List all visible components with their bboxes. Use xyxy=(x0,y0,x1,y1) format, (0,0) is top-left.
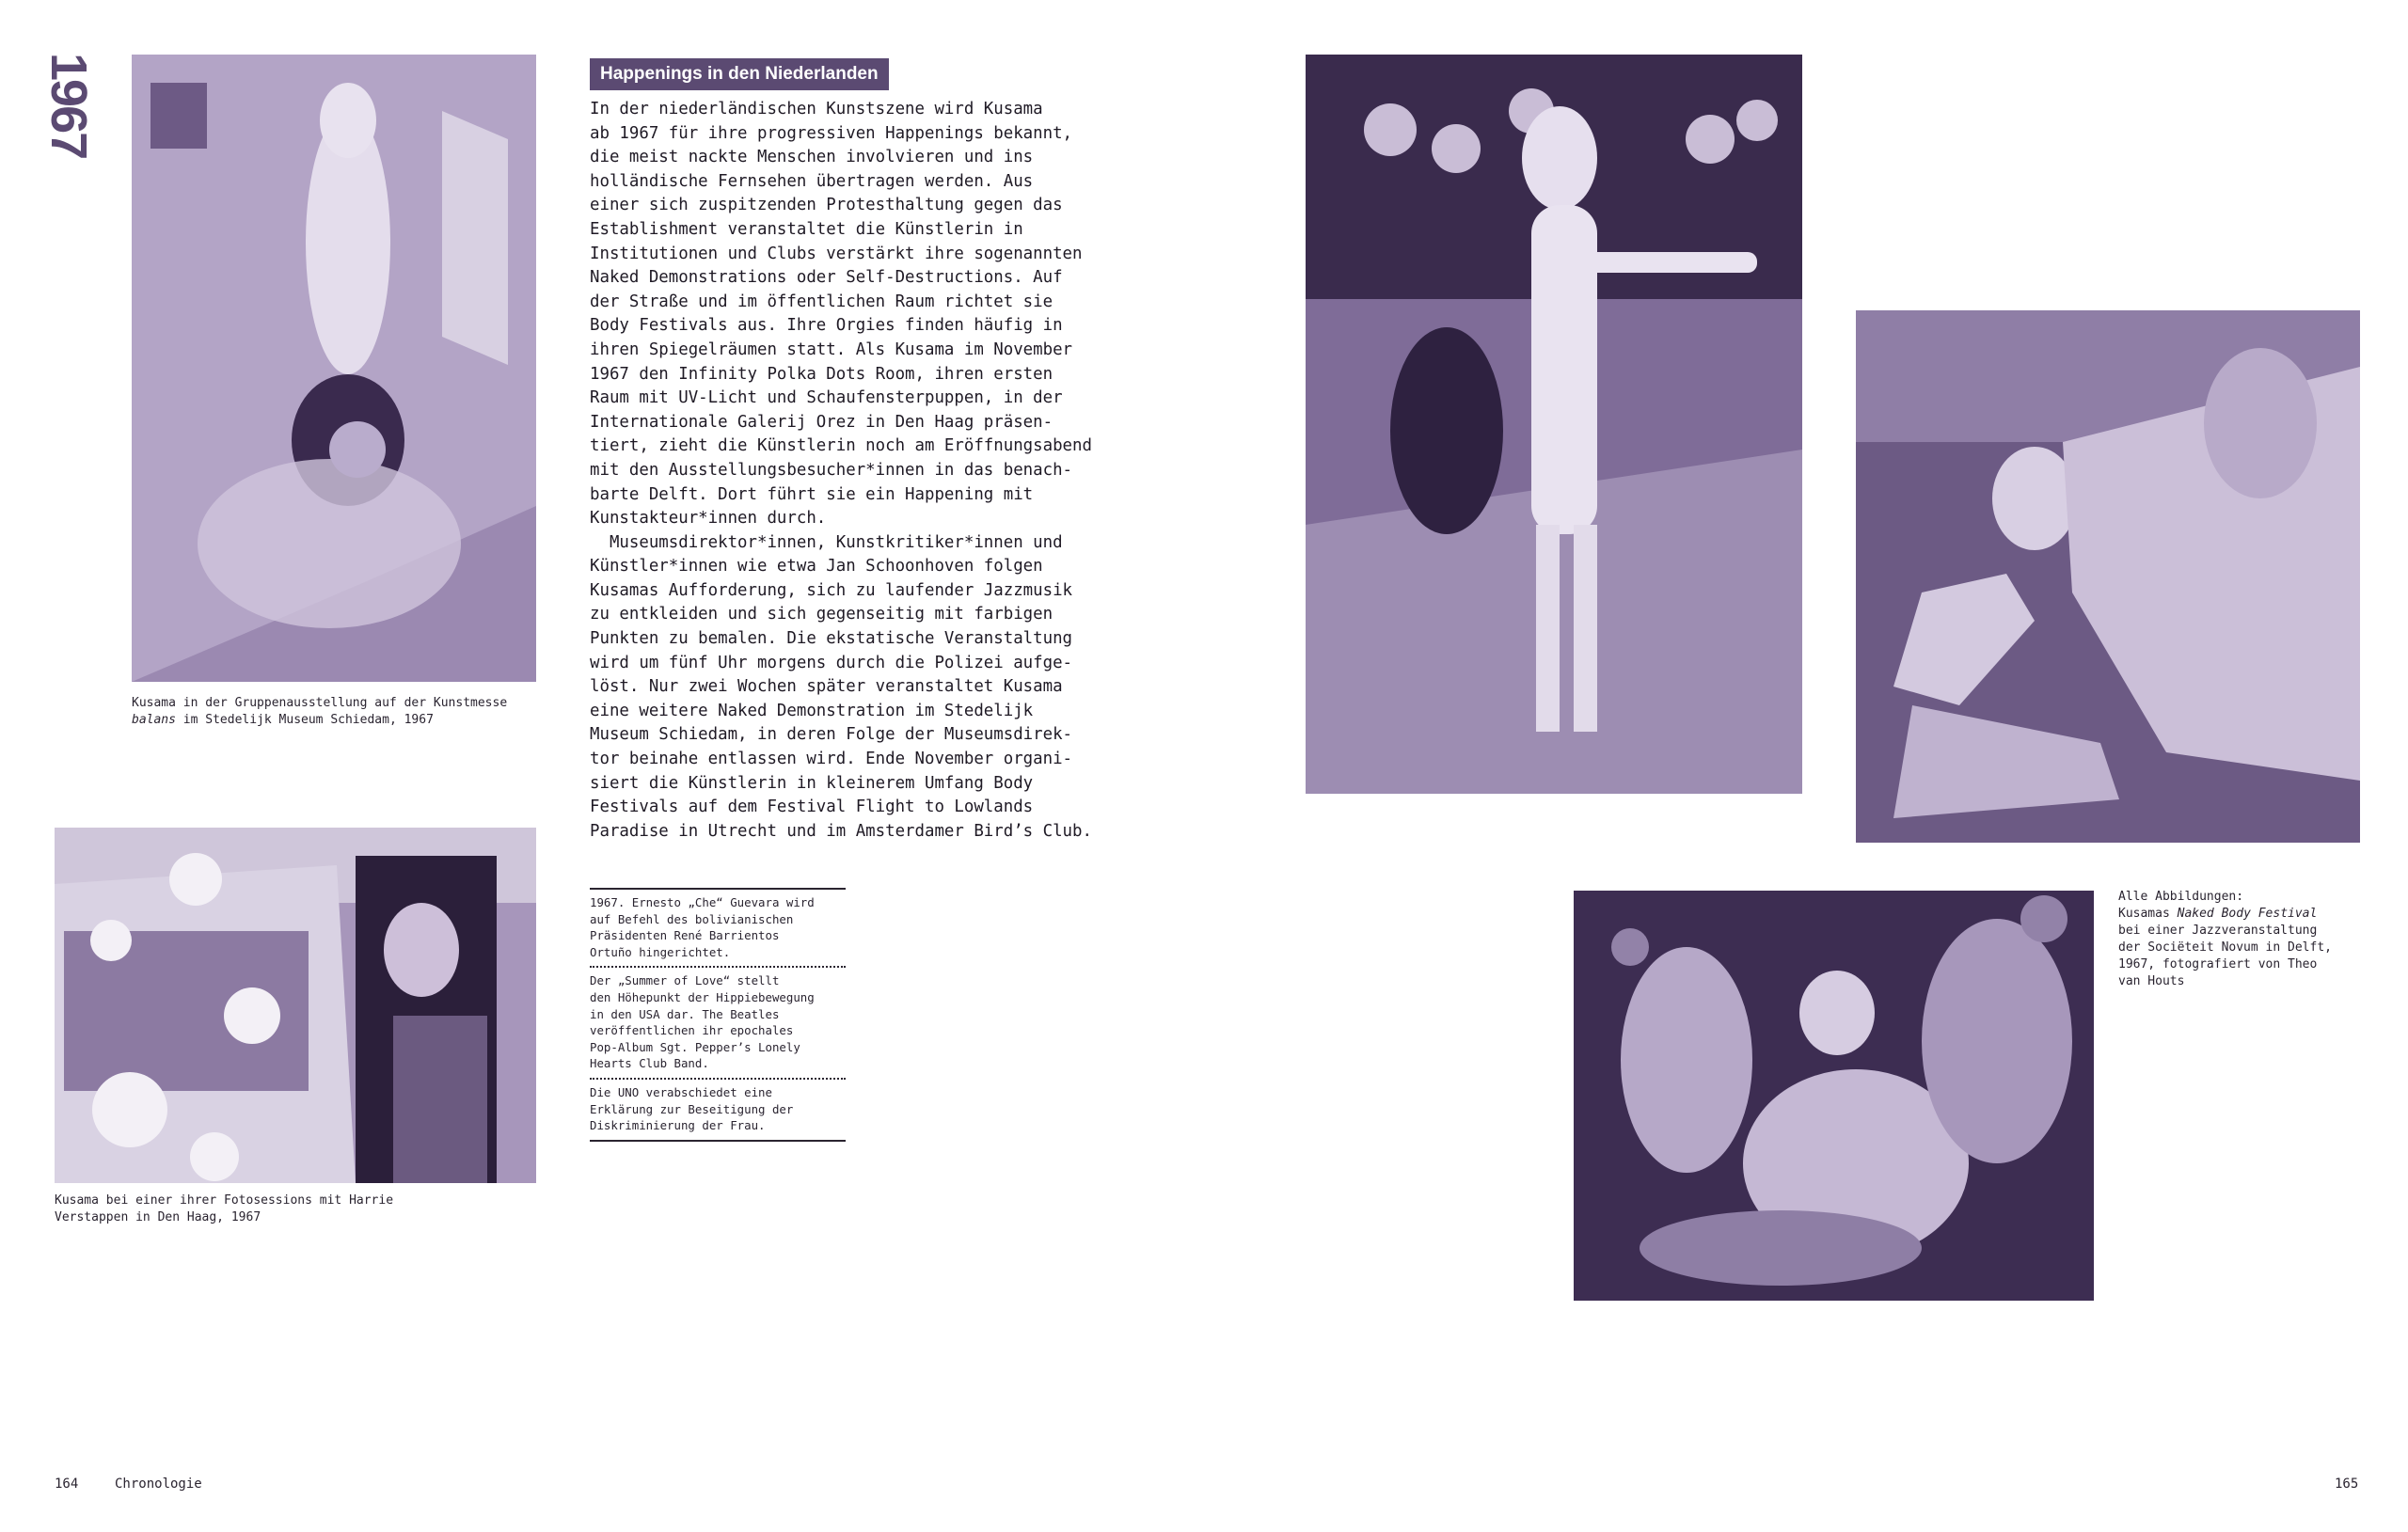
body-line: Punkten zu bemalen. Die ekstatische Veranstaltung xyxy=(590,629,1073,649)
body-line: Paradise in Utrecht und im Amsterdamer Bird’s Club. xyxy=(590,821,1092,841)
body-line: die meist nackte Menschen involvieren und ins xyxy=(590,148,1034,167)
body-line: löst. Nur zwei Wochen später veranstaltet Kusama xyxy=(590,677,1063,697)
body-line: ihren Spiegelräumen statt. Als Kusama im November xyxy=(590,340,1073,359)
body-line: Festivals auf dem Festival Flight to Lowlands xyxy=(590,798,1034,817)
timeline-line: veröffentlichen ihr epochales xyxy=(590,1023,794,1038)
body-line: wird um fünf Uhr morgens durch die Polizei aufge- xyxy=(590,653,1073,672)
photo-body-festival-group xyxy=(1574,891,2094,1301)
timeline-line: den Höhepunkt der Hippiebewegung xyxy=(590,989,815,1004)
section-name: Chronologie xyxy=(115,1477,202,1492)
body-line: Naked Demonstrations oder Self-Destructions. Auf xyxy=(590,268,1063,288)
body-line: Institutionen und Clubs verstärkt ihre sogenannten xyxy=(590,244,1083,263)
body-line: Museumsdirektor*innen, Kunstkritiker*innen und xyxy=(590,532,1063,552)
photo-kusama-car xyxy=(55,828,536,1183)
page-number-left: 164 xyxy=(55,1477,79,1492)
body-line: mit den Ausstellungsbesucher*innen in das benach- xyxy=(590,460,1073,480)
body-line: einer sich zuspitzenden Protesthaltung gegen das xyxy=(590,196,1063,215)
timeline-line: 1967. Ernesto „Che“ Guevara wird xyxy=(590,895,815,909)
timeline-line: Ortuño hingerichtet. xyxy=(590,944,731,959)
body-line: Raum mit UV-Licht und Schaufensterpuppen, in der xyxy=(590,388,1063,408)
timeline-line: auf Befehl des bolivianischen xyxy=(590,911,794,926)
all-photos-caption: Alle Abbildungen: Kusamas Naked Body Festival bei einer Jazzveranstaltung der Sociëteit Novum in Delft, 1967, fotografiert von Theo van Houts xyxy=(2118,890,2332,988)
body-line: zu entkleiden und sich gegenseitig mit farbigen xyxy=(590,605,1054,624)
timeline-line: Der „Summer of Love“ stellt xyxy=(590,973,780,988)
photo1-caption: Kusama in der Gruppenausstellung auf der Kunstmesse balans im Stedelijk Museum Schiedam, 1967 xyxy=(132,696,508,727)
photo-body-festival-dancer xyxy=(1306,55,1802,794)
body-line: Kusamas Aufforderung, sich zu laufender Jazzmusik xyxy=(590,580,1073,600)
body-line: Museum Schiedam, in deren Folge der Museumsdirek- xyxy=(590,725,1073,745)
body-line: Künstler*innen wie etwa Jan Schoonhoven folgen xyxy=(590,557,1043,576)
body-line: siert die Künstlerin in kleinerem Umfang Body xyxy=(590,773,1034,793)
body-line: In der niederländischen Kunstszene wird Kusama xyxy=(590,100,1043,118)
timeline-entry xyxy=(590,1078,846,1140)
timeline-entry xyxy=(590,890,846,966)
body-line: holländische Fernsehen übertragen werden. Aus xyxy=(590,171,1034,191)
timeline-box xyxy=(590,888,846,1142)
photo-kusama-art-fair xyxy=(132,55,536,682)
body-line: der Straße und im öffentlichen Raum richtet sie xyxy=(590,292,1054,311)
timeline-entry xyxy=(590,966,846,1078)
body-line: tor beinahe entlassen wird. Ende November organi- xyxy=(590,750,1073,769)
body-line: Internationale Galerij Orez in Den Haag präsen- xyxy=(590,412,1054,432)
body-line: tiert, zieht die Künstlerin noch am Eröffnungsabend xyxy=(590,436,1092,456)
page-number-right: 165 xyxy=(2335,1477,2359,1492)
body-line: ab 1967 für ihre progressiven Happenings bekannt, xyxy=(590,123,1073,143)
timeline-line: Diskriminierung der Frau. xyxy=(590,1118,766,1133)
photo2-caption: Kusama bei einer ihrer Fotosessions mit Harrie Verstappen in Den Haag, 1967 xyxy=(55,1193,394,1224)
body-line: barte Delft. Dort führt sie ein Happening mit xyxy=(590,484,1034,504)
timeline-line: Pop-Album Sgt. Pepper’s Lonely xyxy=(590,1039,800,1054)
year-label: 1967 xyxy=(40,53,97,159)
body-line: Establishment veranstaltet die Künstlerin in xyxy=(590,219,1023,239)
timeline-line: Erklärung zur Beseitigung der xyxy=(590,1101,794,1116)
timeline-line: Die UNO verabschiedet eine xyxy=(590,1084,772,1099)
body-line: Body Festivals aus. Ihre Orgies finden häufig in xyxy=(590,316,1063,336)
timeline-line: in den USA dar. The Beatles xyxy=(590,1006,780,1021)
body-line: 1967 den Infinity Polka Dots Room, ihren ersten xyxy=(590,364,1054,384)
timeline-line: Hearts Club Band. xyxy=(590,1056,709,1071)
timeline-line: Präsidenten René Barrientos xyxy=(590,928,780,943)
section-heading: Happenings in den Niederlanden xyxy=(590,58,889,90)
body-line: eine weitere Naked Demonstration im Stedelijk xyxy=(590,701,1034,720)
photo-body-painting xyxy=(1856,310,2360,843)
body-text xyxy=(590,98,1135,844)
body-line: Kunstakteur*innen durch. xyxy=(590,509,827,529)
